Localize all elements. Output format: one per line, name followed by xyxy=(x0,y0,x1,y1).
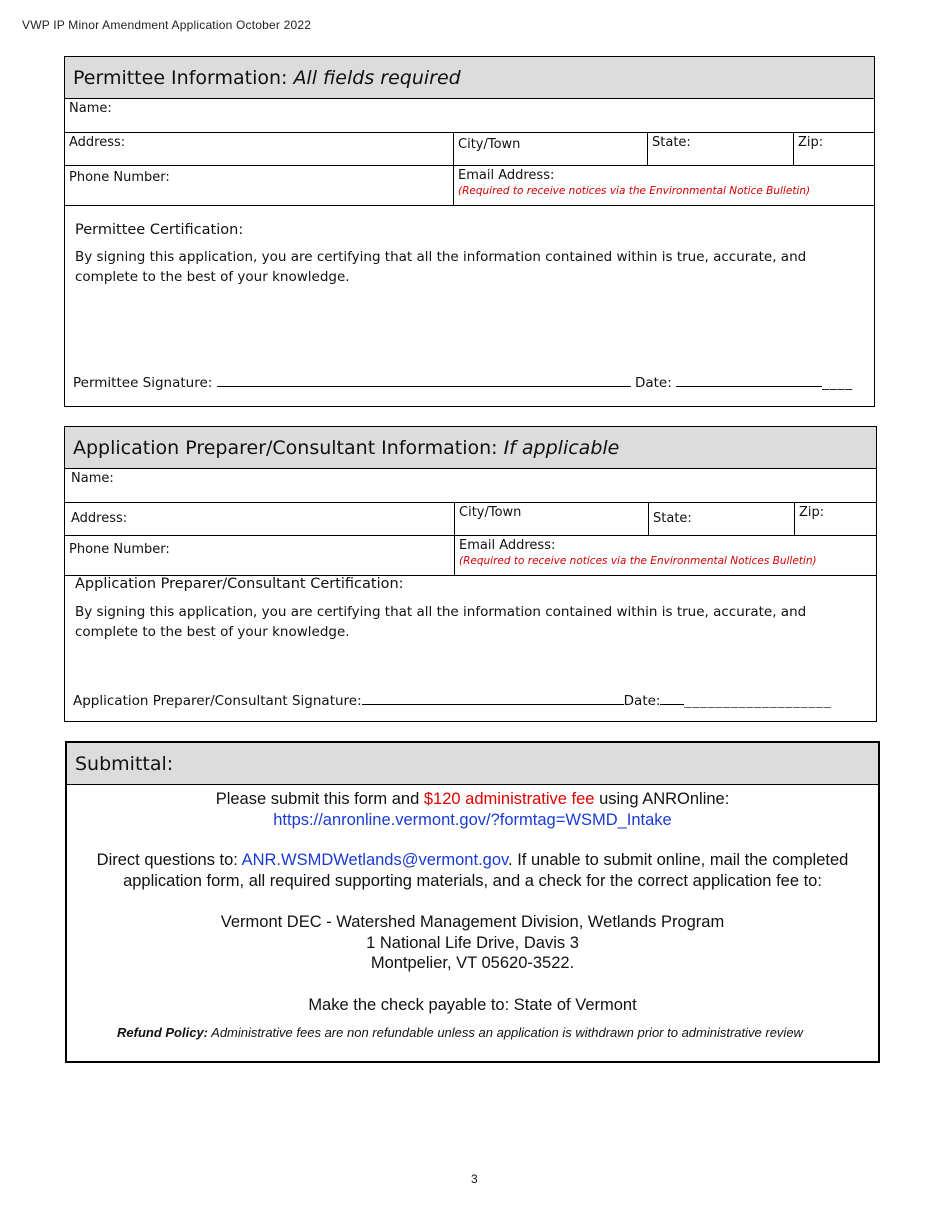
phone-label: Phone Number: xyxy=(69,542,170,557)
permittee-zip-field[interactable] xyxy=(793,133,874,165)
contact-email-link[interactable]: ANR.WSMDWetlands@vermont.gov xyxy=(241,851,509,869)
permittee-certification xyxy=(65,205,874,406)
email-label: Email Address: xyxy=(459,538,556,553)
preparer-section-subtitle: If applicable xyxy=(503,436,620,459)
submit-instruction xyxy=(67,789,878,810)
name-label: Name: xyxy=(69,101,112,116)
questions-paragraph xyxy=(67,850,878,891)
preparer-signature-field[interactable] xyxy=(362,690,624,705)
date-trail: ____ xyxy=(822,375,854,391)
certification-text: By signing this application, you are certifying that all the information contained within is true, accurate, and complete to the best of your knowledge. xyxy=(75,604,807,640)
signature-label: Permittee Signature: xyxy=(73,375,213,391)
submit-instruction-suffix: using ANROnline: xyxy=(594,790,730,808)
email-note: (Required to receive notices via the Environmental Notice Bulletin) xyxy=(458,185,811,197)
city-label: City/Town xyxy=(459,505,522,520)
submittal-section xyxy=(65,741,880,1063)
preparer-city-field[interactable] xyxy=(454,503,648,535)
questions-prefix: Direct questions to: xyxy=(96,851,242,869)
preparer-zip-field[interactable] xyxy=(794,503,876,535)
permittee-email-field[interactable] xyxy=(453,166,874,205)
preparer-section-title: Application Preparer/Consultant Information: xyxy=(73,436,498,459)
preparer-section xyxy=(64,426,877,722)
preparer-address-row xyxy=(65,502,876,535)
preparer-state-field[interactable] xyxy=(648,503,794,535)
submittal-section-header xyxy=(67,743,878,785)
preparer-date-field[interactable] xyxy=(660,690,684,705)
certification-text: By signing this application, you are certifying that all the information contained within is true, accurate, and complete to the best of your knowledge. xyxy=(75,249,807,285)
permittee-signature-field[interactable] xyxy=(217,372,631,387)
state-label: State: xyxy=(653,511,692,526)
address-label: Address: xyxy=(71,511,128,526)
phone-label: Phone Number: xyxy=(69,170,170,185)
refund-label: Refund Policy: xyxy=(117,1025,209,1040)
certification-title: Permittee Certification: xyxy=(75,222,244,238)
state-label: State: xyxy=(652,135,691,150)
date-label: Date: xyxy=(634,375,672,391)
submittal-section-title: Submittal: xyxy=(75,752,174,775)
anronline-link[interactable]: https://anronline.vermont.gov/?formtag=WSMD_Intake xyxy=(273,810,672,829)
address-label: Address: xyxy=(69,135,126,150)
permittee-state-field[interactable] xyxy=(647,133,793,165)
date-trail: ___________________ xyxy=(684,693,832,709)
preparer-email-field[interactable] xyxy=(454,536,876,575)
permittee-contact-row xyxy=(65,165,874,205)
document-header: VWP IP Minor Amendment Application October 2022 xyxy=(22,18,312,32)
page-number: 3 xyxy=(471,1172,478,1186)
permittee-date-field[interactable] xyxy=(676,372,822,387)
name-label: Name: xyxy=(71,471,114,486)
permittee-section-header xyxy=(64,56,875,99)
preparer-section-header xyxy=(64,426,877,469)
preparer-contact-row xyxy=(65,535,876,575)
permittee-section xyxy=(64,56,875,407)
permittee-address-row xyxy=(65,132,874,165)
signature-label: Application Preparer/Consultant Signature: xyxy=(73,693,362,709)
submittal-body xyxy=(67,789,878,1044)
zip-label: Zip: xyxy=(798,135,824,150)
city-label: City/Town xyxy=(458,137,521,152)
permittee-name-field[interactable] xyxy=(65,99,874,132)
email-note: (Required to receive notices via the Environmental Notices Bulletin) xyxy=(459,555,817,567)
permittee-section-subtitle: All fields required xyxy=(293,66,461,89)
mailing-address xyxy=(67,912,878,974)
date-label: Date: xyxy=(623,693,661,709)
address-line-3: Montpelier, VT 05620-3522. xyxy=(370,954,575,972)
permittee-section-title: Permittee Information: xyxy=(73,66,288,89)
zip-label: Zip: xyxy=(799,505,825,520)
preparer-certification xyxy=(65,575,876,721)
address-line-2: 1 National Life Drive, Davis 3 xyxy=(366,933,579,952)
refund-policy xyxy=(67,1023,878,1044)
preparer-signature-line xyxy=(73,690,832,709)
preparer-name-field[interactable] xyxy=(65,469,876,502)
questions-suffix: . If unable to submit online, mail the completed application form, all required supporting materials, and a check for the correct application fee to: xyxy=(123,851,849,890)
fee-amount: $120 administrative fee xyxy=(423,790,595,808)
permittee-phone-field[interactable] xyxy=(65,166,453,205)
permittee-address-field[interactable] xyxy=(65,133,453,165)
email-label: Email Address: xyxy=(458,168,555,183)
permittee-signature-line xyxy=(73,372,853,391)
preparer-phone-field[interactable] xyxy=(65,536,454,575)
permittee-city-field[interactable] xyxy=(453,133,647,165)
address-line-1: Vermont DEC - Watershed Management Division, Wetlands Program xyxy=(220,913,725,931)
certification-title: Application Preparer/Consultant Certification: xyxy=(75,576,404,592)
payable-to: Make the check payable to: State of Vermont xyxy=(308,995,637,1014)
permittee-name-row xyxy=(65,99,874,132)
refund-text: Administrative fees are non refundable unless an application is withdrawn prior to administrative review xyxy=(208,1025,803,1040)
preparer-address-field[interactable] xyxy=(65,503,454,535)
submit-instruction-prefix: Please submit this form and xyxy=(215,790,424,808)
preparer-name-row xyxy=(65,469,876,502)
